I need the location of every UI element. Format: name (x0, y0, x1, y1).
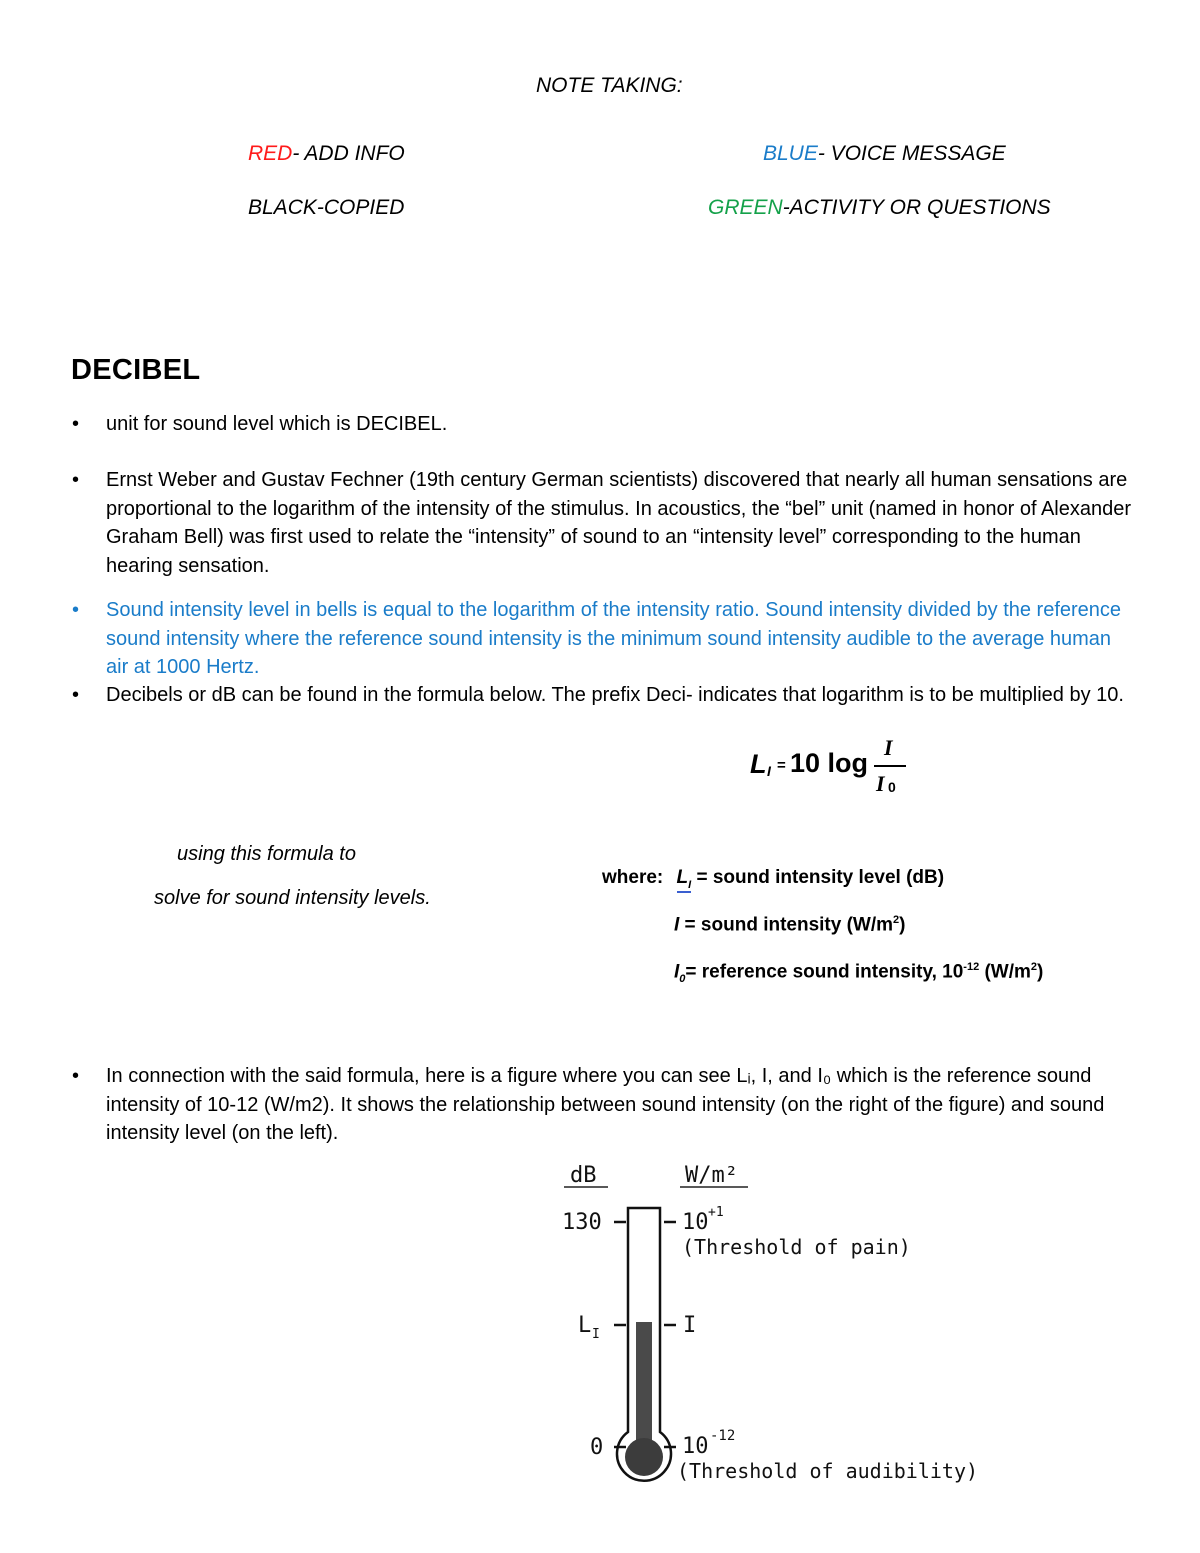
fig-right-10-bottom: 10 (682, 1434, 709, 1459)
thermometer-bulb (625, 1438, 663, 1476)
legend-red (248, 142, 405, 166)
where-sym-l-sub: I (688, 878, 692, 891)
bullet-dot: • (72, 469, 80, 491)
where-sym-i0-sub: 0 (679, 973, 686, 986)
fraction-bar (874, 765, 906, 767)
bullet-4: Decibels or dB can be found in the formula below. The prefix Deci- indicates that logarithm is to be multiplied by 10. (106, 684, 1124, 706)
legend-red-rest: - ADD INFO (292, 142, 405, 165)
fig-threshold-audibility: (Threshold of audibility) (677, 1459, 979, 1483)
bullet-2: Ernst Weber and Gustav Fechner (19th century German scientists) discovered that nearly all human sensations are proportional to the logarithm of the intensity of the stimulus. In acoustics, the “bel” unit (named in honor of Alexander Graham Bell) was first used to relate the “intensity” of sound to an “intensity level” corresponding to the human hearing sensation. (106, 469, 1132, 577)
where-line-2 (674, 914, 906, 936)
bullet-dot: • (72, 413, 80, 435)
thermometer-column (636, 1322, 652, 1448)
where-line2-rest: = sound intensity (W/m (679, 914, 894, 936)
bullet-dot: • (72, 684, 80, 706)
where-line3-sup: -12 (963, 961, 980, 973)
where-sym-i: I (674, 914, 680, 936)
where-line3-rest: = reference sound intensity, 10 (685, 961, 964, 983)
where-line-3 (674, 961, 1043, 985)
legend-green-rest: -ACTIVITY OR QUESTIONS (782, 196, 1051, 219)
fig-right-10-exp: +1 (708, 1205, 724, 1220)
legend-black: BLACK-COPIED (248, 196, 405, 219)
fig-left-li: L (578, 1313, 592, 1338)
fig-left-0: 0 (590, 1435, 604, 1460)
formula-denominator-sub: 0 (888, 779, 896, 795)
fig-left-li-sub: I (592, 1327, 600, 1342)
bullet-5: In connection with the said formula, here is a figure where you can see Lᵢ, I, and I₀ which is the reference sound intensity of 10-12 (W/m2). It shows the relationship between sound intensity (on the right of the figure) and sound intensity level (on the left). (106, 1065, 1105, 1144)
legend-blue-key: BLUE (763, 142, 818, 165)
bullet-dot: • (72, 1065, 80, 1087)
fig-threshold-pain: (Threshold of pain) (682, 1235, 911, 1259)
where-sym-li (677, 867, 692, 893)
where-line1-rest: = sound intensity level (dB) (691, 867, 945, 888)
legend-blue-rest: - VOICE MESSAGE (817, 142, 1006, 165)
formula-lhs-sub: I (767, 763, 771, 779)
fig-right-10: 10 (682, 1210, 709, 1235)
where-line3-end: ) (1037, 961, 1044, 983)
side-note-line1: using this formula to (177, 843, 356, 865)
formula-denominator: I (876, 771, 885, 796)
decibel-formula (750, 735, 930, 805)
formula-numerator: I (884, 735, 893, 760)
side-note-line2: solve for sound intensity levels. (154, 887, 431, 909)
fig-right-10-bottom-exp: -12 (710, 1428, 736, 1444)
legend-blue (763, 142, 1006, 166)
bullet-1: unit for sound level which is DECIBEL. (106, 413, 448, 435)
where-sym-i0: I (674, 961, 680, 983)
legend-title: NOTE TAKING: (536, 74, 683, 97)
legend-green (708, 196, 1051, 220)
thermometer-figure (540, 1150, 980, 1510)
formula-coef: 10 log (790, 748, 869, 778)
formula-equals: = (777, 757, 786, 774)
where-label: where: (602, 867, 664, 888)
legend-green-key: GREEN (708, 196, 783, 219)
where-line2-end: ) (899, 914, 906, 936)
where-line2-sup: 2 (893, 914, 900, 926)
section-heading: DECIBEL (71, 354, 201, 386)
fig-right-i: I (683, 1313, 697, 1338)
legend-red-key: RED (248, 142, 293, 165)
where-sym-l: L (676, 867, 689, 888)
bullet-dot: • (72, 599, 80, 621)
fig-header-db: dB (570, 1163, 597, 1188)
formula-lhs: L (750, 749, 767, 779)
where-line-1 (602, 867, 944, 893)
where-line3-unit: (W/m (979, 961, 1031, 983)
fig-left-130: 130 (562, 1210, 602, 1235)
fig-header-wm2: W/m² (685, 1163, 738, 1188)
where-line3-unit-sup: 2 (1030, 961, 1038, 973)
bullet-3: Sound intensity level in bells is equal to the logarithm of the intensity ratio. Sound intensity divided by the reference sound intensity where the reference sound intensity is the minimum sound intensity audible to the average human air at 1000 Hertz. (106, 599, 1122, 678)
